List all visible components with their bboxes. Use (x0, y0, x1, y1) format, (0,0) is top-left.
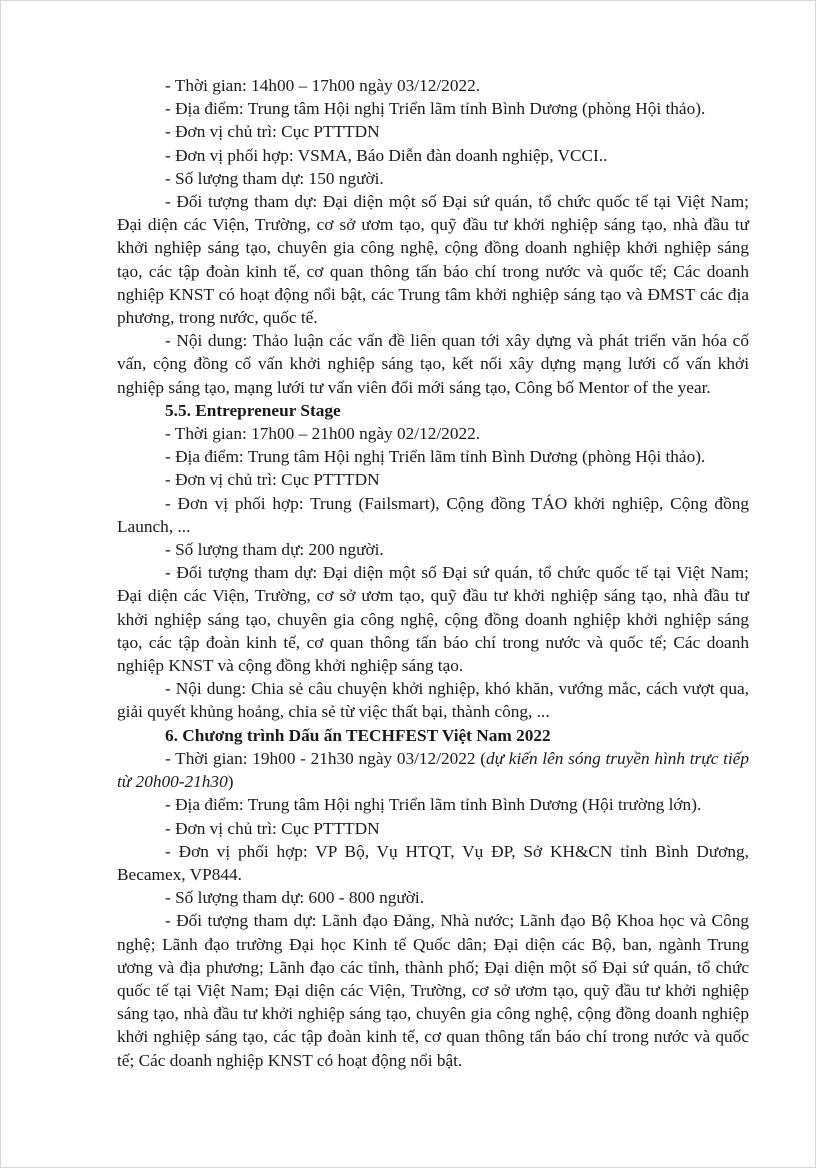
section-5-5-partners: - Đơn vị phối hợp: Trung (Failsmart), Cộng đồng TÁO khởi nghiệp, Cộng đồng Launch, ... (117, 493, 749, 536)
section-6-time-suffix: ) (227, 772, 234, 792)
section-6-time (117, 747, 749, 793)
section-5-5-host: - Đơn vị chủ trì: Cục PTTTDN (165, 470, 380, 490)
section-5-5-audience: - Đối tượng tham dự: Đại diện một số Đại sứ quán, tổ chức quốc tế tại Việt Nam; Đại diện các Viện, Trường, cơ sở ươm tạo, quỹ đầu tư khởi nghiệp sáng tạo, nhà đầu tư khởi nghiệp sáng tạo, chuyên gia công nghệ, cộng đồng doanh nghiệp khởi nghiệp sáng tạo, các tập đoàn kinh tế, cơ quan thông tấn báo chí trong nước và quốc tế; Các doanh nghiệp KNST và cộng đồng khởi nghiệp sáng tạo. (117, 563, 749, 676)
section-5-5-location: - Địa điểm: Trung tâm Hội nghị Triển lãm tỉnh Bình Dương (phòng Hội thảo). (165, 447, 706, 467)
section-6-audience: - Đối tượng tham dự: Lãnh đạo Đảng, Nhà nước; Lãnh đạo Bộ Khoa học và Công nghệ; Lãnh đạo trường Đại học Kinh tế Quốc dân; Đại diện các Bộ, ban, ngành Trung ương và địa phương; Lãnh đạo các tỉnh, thành phố; Đại diện một số Đại sứ quán, tổ chức quốc tế tại Việt Nam; Đại diện các Viện, Trường, cơ sở ươm tạo, quỹ đầu tư khởi nghiệp sáng tạo, nhà đầu tư khởi nghiệp sáng tạo, chuyên gia công nghệ, cộng đồng doanh nghiệp khởi nghiệp sáng tạo, các tập đoàn kinh tế, cơ quan thông tấn báo chí trong nước và quốc tế; Các doanh nghiệp KNST có hoạt động nổi bật. (117, 911, 749, 1070)
block1-host: - Đơn vị chủ trì: Cục PTTTDN (165, 122, 380, 142)
block1-content: - Nội dung: Thảo luận các vấn đề liên quan tới xây dựng và phát triển văn hóa cố vấn, cộng đồng cố vấn khởi nghiệp sáng tạo, kết nối xây dựng mạng lưới cố vấn khởi nghiệp sáng tạo, mạng lưới tư vấn viên đổi mới sáng tạo, Công bố Mentor of the year. (117, 331, 749, 397)
section-6-host: - Đơn vị chủ trì: Cục PTTTDN (165, 818, 380, 838)
section-5-5-heading: 5.5. Entrepreneur Stage (165, 400, 341, 420)
block1-location: - Địa điểm: Trung tâm Hội nghị Triển lãm tỉnh Bình Dương (phòng Hội thảo). (165, 99, 706, 119)
block1-partners: - Đơn vị phối hợp: VSMA, Báo Diễn đàn doanh nghiệp, VCCI.. (165, 145, 608, 165)
section-6-time-prefix: - Thời gian: 19h00 - 21h30 ngày 03/12/2022 ( (165, 748, 487, 768)
document-body (117, 74, 749, 1072)
section-6-attendance: - Số lượng tham dự: 600 - 800 người. (165, 888, 425, 908)
block1-attendance: - Số lượng tham dự: 150 người. (165, 168, 384, 188)
section-6-time-note: dự kiến lên sóng truyền hình trực tiếp từ 20h00-21h30 (117, 748, 749, 792)
section-5-5-attendance: - Số lượng tham dự: 200 người. (165, 540, 384, 560)
section-6-location: - Địa điểm: Trung tâm Hội nghị Triển lãm tỉnh Bình Dương (Hội trường lớn). (165, 795, 702, 815)
section-5-5-content: - Nội dung: Chia sẻ câu chuyện khởi nghiệp, khó khăn, vướng mắc, cách vượt qua, giải quyết khủng hoảng, chia sẻ từ việc thất bại, thành công, ... (117, 679, 749, 722)
block1-time: - Thời gian: 14h00 – 17h00 ngày 03/12/2022. (165, 76, 481, 95)
section-6-heading: 6. Chương trình Dấu ấn TECHFEST Việt Nam 2022 (165, 725, 551, 745)
section-6-partners: - Đơn vị phối hợp: VP Bộ, Vụ HTQT, Vụ ĐP, Sở KH&CN tỉnh Bình Dương, Becamex, VP844. (117, 841, 749, 884)
section-5-5-time: - Thời gian: 17h00 – 21h00 ngày 02/12/2022. (165, 424, 481, 444)
block1-audience: - Đối tượng tham dự: Đại diện một số Đại sứ quán, tổ chức quốc tế tại Việt Nam; Đại diện các Viện, Trường, cơ sở ươm tạo, quỹ đầu tư khởi nghiệp sáng tạo, nhà đầu tư khởi nghiệp sáng tạo, chuyên gia công nghệ, cộng đồng doanh nghiệp khởi nghiệp sáng tạo, các tập đoàn kinh tế, cơ quan thông tấn báo chí trong nước và quốc tế; Các doanh nghiệp KNST có hoạt động nổi bật, các Trung tâm khởi nghiệp sáng tạo và ĐMST các địa phương, trong nước, quốc tế. (117, 192, 749, 328)
